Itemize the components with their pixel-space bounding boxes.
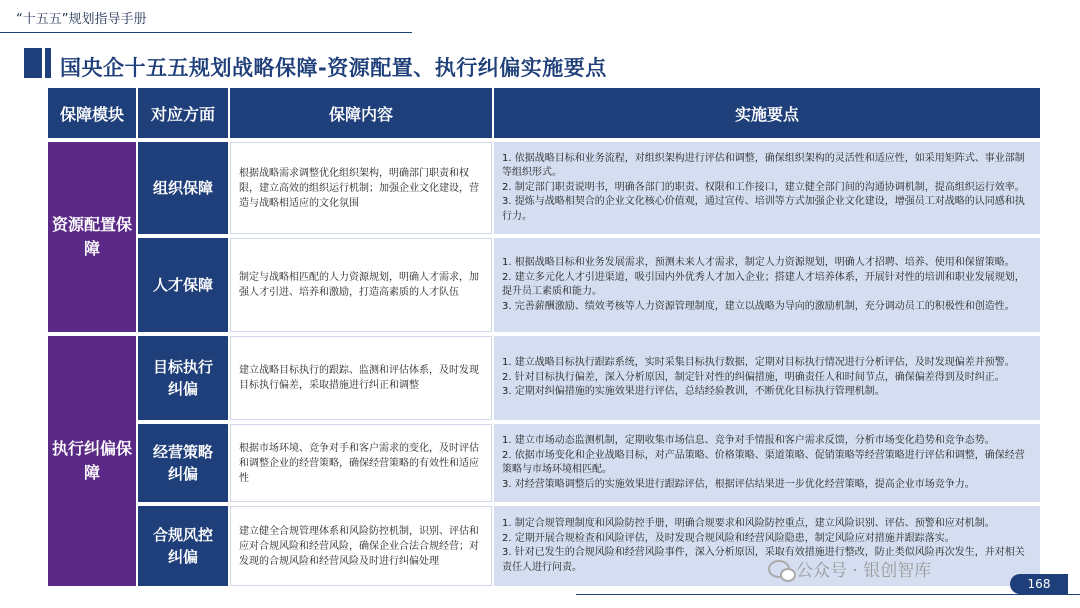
points-cell bbox=[494, 142, 1040, 234]
points-cell bbox=[494, 424, 1040, 502]
content-text: 根据战略需求调整优化组织架构，明确部门职责和权限，建立高效的组织运行机制；加强企业文化建设，营造与战略相适应的文化氛围 bbox=[239, 167, 479, 209]
aspect-cell: 组织保障 bbox=[138, 142, 228, 234]
page-number-badge bbox=[1010, 574, 1068, 594]
points-cell bbox=[494, 506, 1040, 586]
top-divider bbox=[0, 32, 412, 33]
content-cell bbox=[230, 142, 492, 234]
point-item: 2. 建立多元化人才引进渠道，吸引国内外优秀人才加入企业；搭建人才培养体系，开展针对性的培训和职业发展规划，提升员工素质和能力。 bbox=[502, 271, 1025, 297]
content-cell bbox=[230, 506, 492, 586]
point-item: 3. 定期对纠偏措施的实施效果进行评估，总结经验教训，不断优化目标执行管理机制。 bbox=[502, 386, 885, 398]
page-title: 国央企十五五规划战略保障-资源配置、执行纠偏实施要点 bbox=[60, 56, 607, 80]
point-item: 3. 提炼与战略相契合的企业文化核心价值观，通过宣传、培训等方式加强企业文化建设，增强员工对战略的认同感和执行力。 bbox=[502, 196, 1025, 222]
column-header-content: 保障内容 bbox=[230, 88, 492, 138]
point-item: 3. 对经营策略调整后的实施效果进行跟踪评估，根据评估结果进一步优化经营策略，提高企业市场竞争力。 bbox=[502, 478, 975, 490]
title-accent-block bbox=[24, 48, 42, 78]
point-item: 3. 针对已发生的合规风险和经营风险事件，深入分析原因，采取有效措施进行整改，防止类似风险再次发生，并对相关责任人进行问责。 bbox=[502, 547, 1025, 573]
point-item: 1. 建立市场动态监测机制，定期收集市场信息、竞争对手情报和客户需求反馈，分析市场变化趋势和竞争态势。 bbox=[502, 435, 995, 446]
watermark-text: 公众号 · 银创智库 bbox=[796, 561, 932, 581]
bottom-divider bbox=[576, 594, 1080, 595]
column-header-points: 实施要点 bbox=[494, 88, 1040, 138]
point-item: 2. 制定部门职责说明书，明确各部门的职责、权限和工作接口，建立健全部门间的沟通协调机制，提高组织运行效率。 bbox=[502, 181, 1025, 193]
wechat-icon bbox=[768, 560, 790, 578]
module-resource-allocation: 资源配置保障 bbox=[48, 142, 136, 332]
column-header-module: 保障模块 bbox=[48, 88, 136, 138]
guarantee-table bbox=[48, 88, 1040, 586]
content-text: 根据市场环境、竞争对手和客户需求的变化，及时评估和调整企业的经营策略，确保经营策略的有效性和适应性 bbox=[239, 442, 479, 484]
point-item: 2. 针对目标执行偏差，深入分析原因，制定针对性的纠偏措施，明确责任人和时间节点，确保偏差得到及时纠正。 bbox=[502, 371, 1005, 383]
point-item: 1. 根据战略目标和业务发展需求，预测未来人才需求，制定人力资源规划，明确人才招聘、培养、使用和保留策略。 bbox=[502, 257, 1015, 268]
point-item: 1. 建立战略目标执行跟踪系统，实时采集目标执行数据，定期对目标执行情况进行分析评估，及时发现偏差并预警。 bbox=[502, 357, 1015, 369]
content-text: 建立健全合规管理体系和风险防控机制，识别、评估和应对合规风险和经营风险，确保企业合法合规经营；对发现的合规风险和经营风险及时进行纠偏处理 bbox=[239, 525, 479, 567]
module-execution-correction: 执行纠偏保障 bbox=[48, 336, 136, 586]
point-item: 1. 制定合规管理制度和风险防控手册，明确合规要求和风险防控重点，建立风险识别、评估、预警和应对机制。 bbox=[502, 518, 995, 529]
aspect-cell: 经营策略纠偏 bbox=[138, 424, 228, 502]
aspect-cell: 人才保障 bbox=[138, 238, 228, 332]
page-number: 168 bbox=[1027, 577, 1051, 591]
point-item: 2. 定期开展合规检查和风险评估，及时发现合规风险和经营风险隐患，制定风险应对措施并跟踪落实。 bbox=[502, 532, 955, 544]
content-text: 制定与战略相匹配的人力资源规划，明确人才需求，加强人才引进、培养和激励，打造高素质的人才队伍 bbox=[239, 272, 479, 298]
content-cell bbox=[230, 336, 492, 420]
title-accent-stripe bbox=[45, 48, 51, 78]
point-item: 3. 完善薪酬激励、绩效考核等人力资源管理制度，建立以战略为导向的激励机制，充分调动员工的积极性和创造性。 bbox=[502, 300, 1015, 312]
content-cell bbox=[230, 424, 492, 502]
points-cell bbox=[494, 238, 1040, 332]
point-item: 2. 依据市场变化和企业战略目标，对产品策略、价格策略、渠道策略、促销策略等经营策略进行评估和调整，确保经营策略与市场环境相匹配。 bbox=[502, 449, 1025, 475]
aspect-cell: 合规风控纠偏 bbox=[138, 506, 228, 586]
column-header-aspect: 对应方面 bbox=[138, 88, 228, 138]
watermark bbox=[768, 556, 931, 581]
manual-name: “十五五”规划指导手册 bbox=[16, 12, 147, 27]
point-item: 1. 依据战略目标和业务流程，对组织架构进行评估和调整，确保组织架构的灵活性和适应性，如采用矩阵式、事业部制等组织形式。 bbox=[502, 152, 1025, 179]
aspect-cell: 目标执行纠偏 bbox=[138, 336, 228, 420]
points-cell bbox=[494, 336, 1040, 420]
content-text: 建立战略目标执行的跟踪、监测和评估体系，及时发现目标执行偏差，采取措施进行纠正和调整 bbox=[239, 365, 479, 391]
content-cell bbox=[230, 238, 492, 332]
